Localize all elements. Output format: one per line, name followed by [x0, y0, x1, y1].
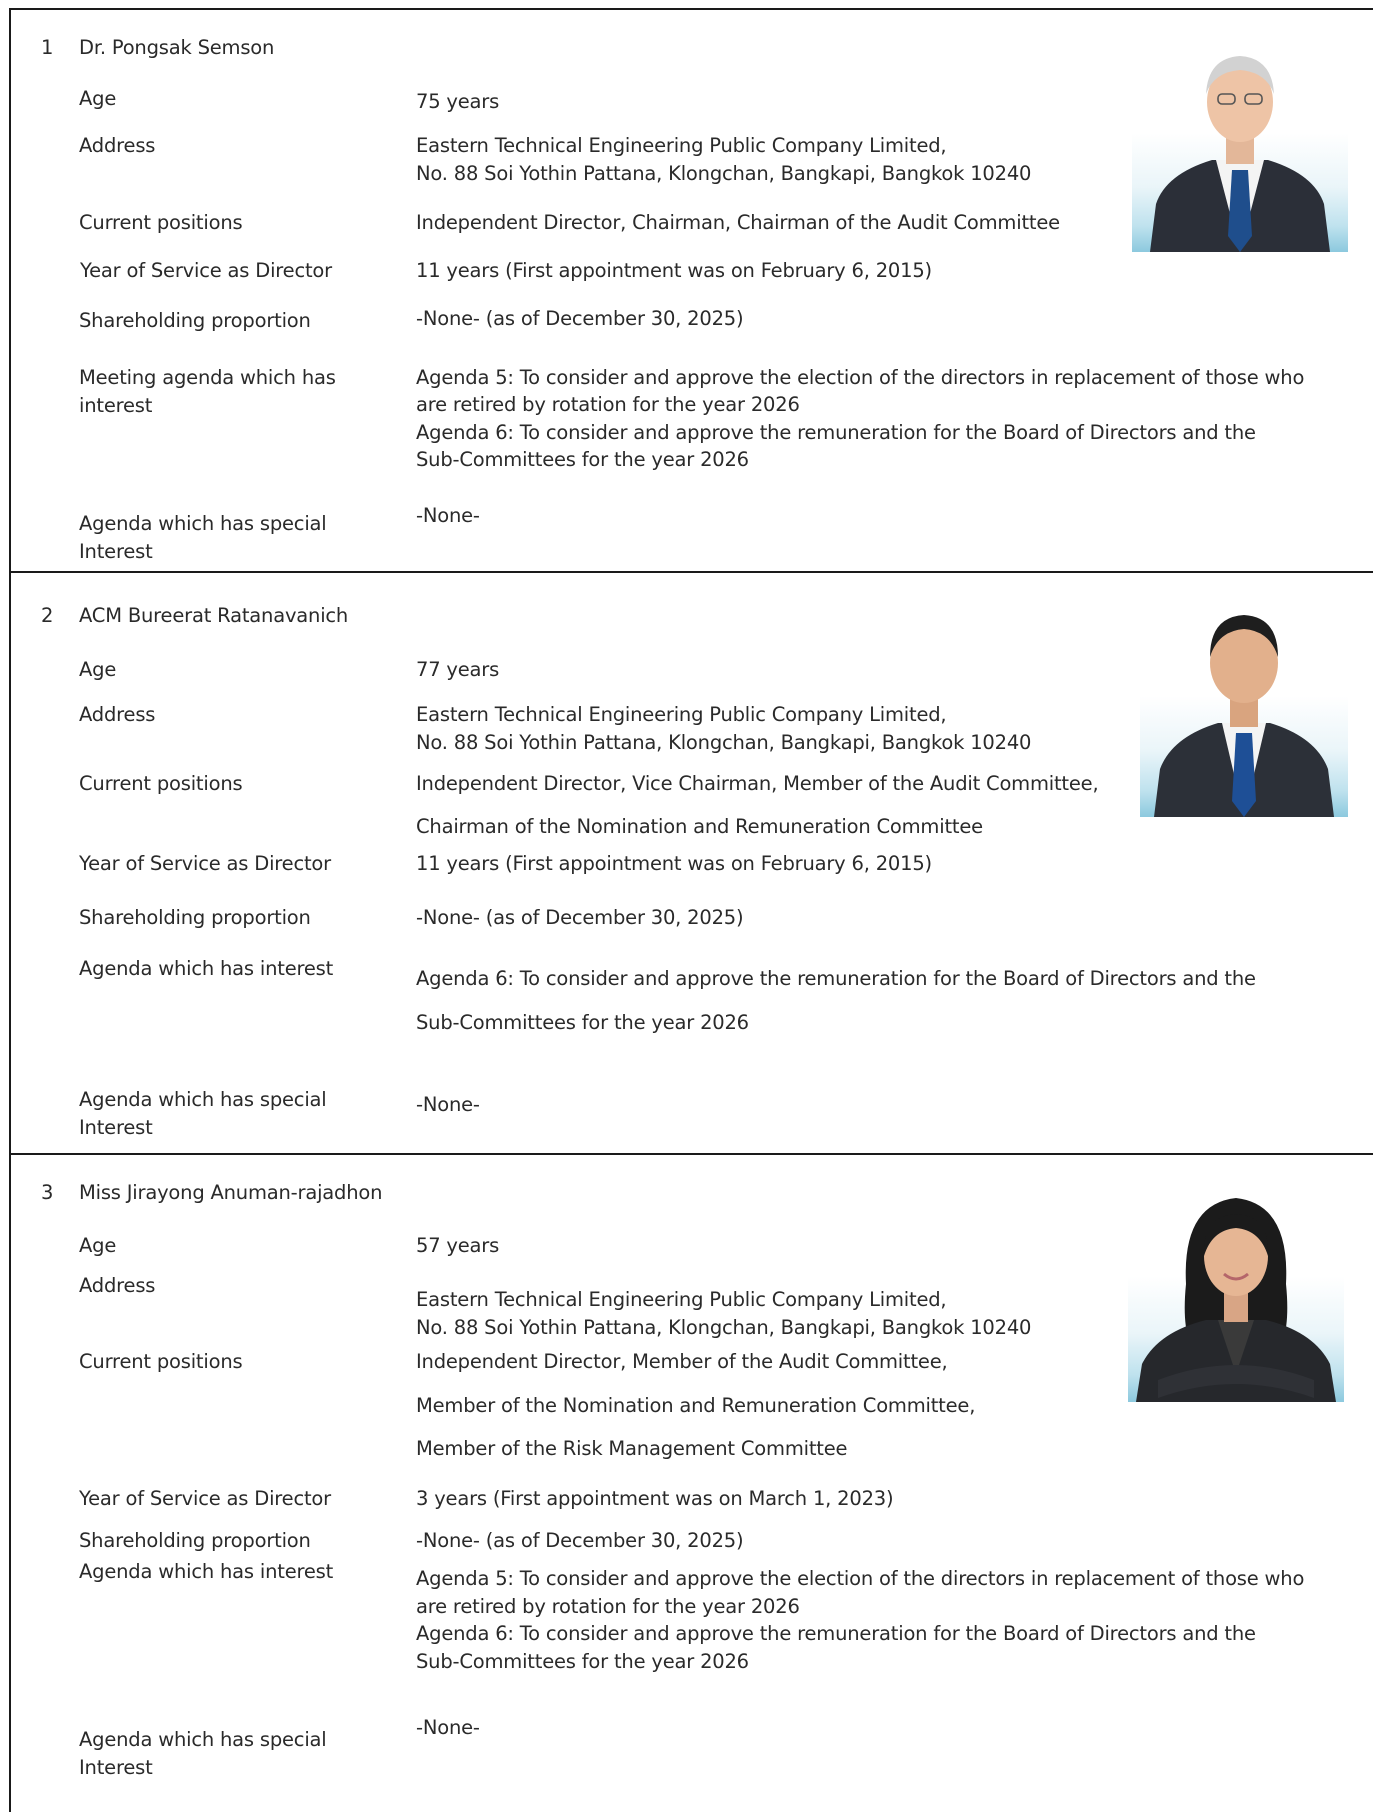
director-number: 3 [41, 1181, 54, 1204]
interest-line: Agenda 6: To consider and approve the remuneration for the Board of Directors and the [416, 421, 1256, 444]
special-interest-value: -None- [416, 1716, 480, 1739]
address-line: Eastern Technical Engineering Public Company Limited, [416, 1288, 947, 1311]
row-divider [9, 571, 1373, 573]
address-label: Address [79, 134, 156, 157]
director-photo [1132, 36, 1348, 252]
shareholding-label: Shareholding proportion [79, 906, 311, 929]
interest-line: Agenda 5: To consider and approve the election of the directors in replacement of those who [416, 1567, 1305, 1590]
interest-label: Agenda which has interest [79, 1560, 334, 1583]
director-photo [1140, 597, 1348, 817]
positions-label: Current positions [79, 1350, 243, 1373]
interest-line: Sub-Committees for the year 2026 [416, 1650, 749, 1673]
positions-label: Current positions [79, 211, 243, 234]
director-number: 2 [41, 604, 54, 627]
director-name: Dr. Pongsak Semson [79, 36, 275, 59]
age-value: 75 years [416, 90, 500, 113]
service-label: Year of Service as Director [79, 852, 331, 875]
address-line: Eastern Technical Engineering Public Company Limited, [416, 703, 947, 726]
special-interest-value: -None- [416, 1093, 480, 1116]
shareholding-label: Shareholding proportion [79, 309, 311, 332]
age-label: Age [79, 1234, 117, 1257]
positions-label: Current positions [79, 772, 243, 795]
director-portrait-icon [1128, 1174, 1344, 1402]
address-line: Eastern Technical Engineering Public Company Limited, [416, 134, 947, 157]
age-label: Age [79, 658, 117, 681]
service-value: 3 years (First appointment was on March 1, 2023) [416, 1487, 894, 1510]
position-line: Member of the Nomination and Remuneration Committee, [416, 1394, 976, 1417]
service-value: 11 years (First appointment was on February 6, 2015) [416, 852, 932, 875]
special-interest-label: Agenda which has special Interest [79, 1728, 327, 1779]
age-label: Age [79, 87, 117, 110]
interest-label: Agenda which has interest [79, 957, 334, 980]
interest-line: are retired by rotation for the year 2026 [416, 393, 800, 416]
director-portrait-icon [1140, 597, 1348, 817]
address-label: Address [79, 703, 156, 726]
special-interest-label: Agenda which has special Interest [79, 512, 327, 563]
service-label: Year of Service as Director [79, 1487, 331, 1510]
position-line: Member of the Risk Management Committee [416, 1437, 848, 1460]
table-border-top [9, 8, 1373, 10]
interest-label: Meeting agenda which has interest [79, 366, 336, 417]
interest-line: are retired by rotation for the year 2026 [416, 1595, 800, 1618]
position-line: Independent Director, Member of the Audit Committee, [416, 1350, 948, 1373]
address-label: Address [79, 1274, 156, 1297]
interest-line: Sub-Committees for the year 2026 [416, 1011, 749, 1034]
position-line: Chairman of the Nomination and Remuneration Committee [416, 815, 983, 838]
address-line: No. 88 Soi Yothin Pattana, Klongchan, Bangkapi, Bangkok 10240 [416, 1316, 1032, 1339]
position-line: Independent Director, Vice Chairman, Member of the Audit Committee, [416, 772, 1099, 795]
address-line: No. 88 Soi Yothin Pattana, Klongchan, Bangkapi, Bangkok 10240 [416, 731, 1032, 754]
interest-line: Agenda 6: To consider and approve the remuneration for the Board of Directors and the [416, 967, 1256, 990]
age-value: 77 years [416, 658, 500, 681]
interest-line: Agenda 6: To consider and approve the remuneration for the Board of Directors and the [416, 1622, 1256, 1645]
director-photo [1128, 1174, 1344, 1402]
age-value: 57 years [416, 1234, 500, 1257]
special-interest-value: -None- [416, 504, 480, 527]
interest-line: Agenda 5: To consider and approve the election of the directors in replacement of those who [416, 366, 1305, 389]
row-divider [9, 1153, 1373, 1155]
director-name: Miss Jirayong Anuman-rajadhon [79, 1181, 383, 1204]
director-name: ACM Bureerat Ratanavanich [79, 604, 349, 627]
interest-line: Sub-Committees for the year 2026 [416, 448, 749, 471]
director-portrait-icon [1132, 36, 1348, 252]
table-border-left [9, 8, 11, 1812]
special-interest-label: Agenda which has special Interest [79, 1088, 327, 1139]
shareholding-value: -None- (as of December 30, 2025) [416, 906, 744, 929]
director-number: 1 [41, 36, 54, 59]
shareholding-value: -None- (as of December 30, 2025) [416, 1529, 744, 1552]
address-line: No. 88 Soi Yothin Pattana, Klongchan, Bangkapi, Bangkok 10240 [416, 162, 1032, 185]
shareholding-label: Shareholding proportion [79, 1529, 311, 1552]
service-value: 11 years (First appointment was on February 6, 2015) [416, 259, 932, 282]
position-line: Independent Director, Chairman, Chairman of the Audit Committee [416, 211, 1060, 234]
shareholding-value: -None- (as of December 30, 2025) [416, 307, 744, 330]
service-label: Year of Service as Director [80, 259, 332, 282]
